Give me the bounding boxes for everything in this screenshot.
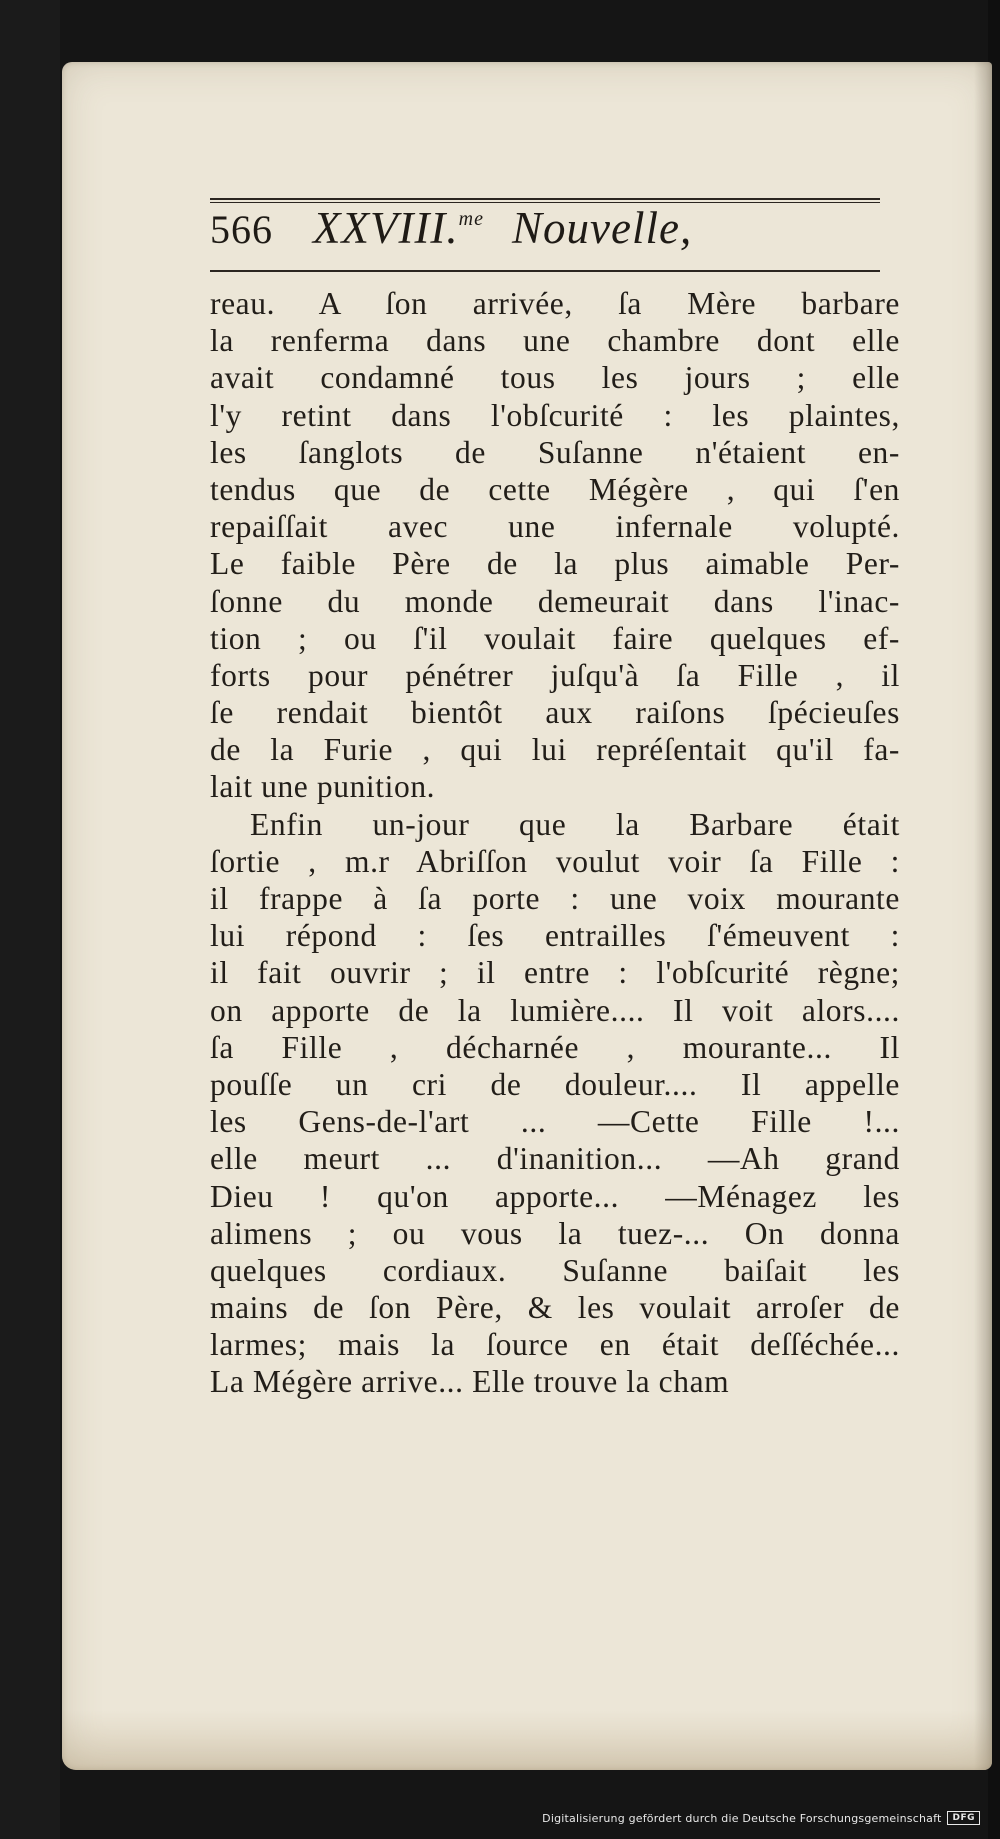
text-line: ſa Fille , décharnée , mourante... Il: [210, 1029, 900, 1065]
header-rule-top: [210, 198, 880, 200]
text-line: Le faible Père de la plus aimable Per-: [210, 546, 900, 582]
text-line: de la Furie , qui lui repréſentait qu'il fa-: [210, 732, 900, 768]
running-title: Nouvelle,: [512, 203, 693, 253]
text-line: les Gens-de-l'art ... —Cette Fille !...: [210, 1104, 900, 1140]
text-line: Dieu ! qu'on apporte... —Ménagez les: [210, 1178, 900, 1214]
text-line: tion ; ou ſ'il voulait faire quelques ef-: [210, 620, 900, 656]
header-rule-bottom: [210, 270, 880, 272]
text-line: mains de ſon Père, & les voulait arroſer de: [210, 1290, 900, 1326]
text-line: elle meurt ... d'inanition... —Ah grand: [210, 1141, 900, 1177]
text-line: reau. A ſon arrivée, ſa Mère barbare: [210, 286, 900, 321]
text-line: avait condamné tous les jours ; elle: [210, 360, 900, 396]
text-line: lait une punition.: [210, 769, 436, 805]
chapter-superscript: me: [458, 208, 484, 230]
text-line: ſortie , m.r Abriſſon voulut voir ſa Fille :: [210, 843, 900, 879]
text-line: larmes; mais la ſource en était deſſéchée...: [210, 1327, 900, 1363]
text-line: repaiſſait avec une infernale volupté.: [210, 509, 900, 545]
text-line: il fait ouvrir ; il entre : l'obſcurité règne;: [210, 955, 900, 991]
text-line: il frappe à ſa porte : une voix mourante: [210, 881, 900, 916]
credit-text: Digitalisierung gefördert durch die Deutsche Forschungsgemeinschaft: [542, 1811, 942, 1825]
text-line: les ſanglots de Suſanne n'étaient en-: [210, 434, 900, 470]
page-number: 566: [210, 207, 273, 252]
text-line: lui répond : ſes entrailles ſ'émeuvent :: [210, 918, 900, 954]
dfg-logo: DFG: [947, 1811, 980, 1825]
text-line: ſe rendait bientôt aux raiſons ſpécieuſes: [210, 695, 900, 731]
text-line: tendus que de cette Mégère , qui ſ'en: [210, 471, 900, 507]
text-line: on apporte de la lumière.... Il voit alors....: [210, 992, 900, 1028]
text-line: ſonne du monde demeurait dans l'inac-: [210, 583, 900, 619]
text-line: forts pour pénétrer juſqu'à ſa Fille , il: [210, 657, 900, 693]
text-line: Enfin un-jour que la Barbare était: [250, 806, 900, 842]
running-header: [210, 140, 890, 280]
text-line: la renferma dans une chambre dont elle: [210, 323, 900, 359]
page-gutter-shadow: [974, 62, 992, 1770]
text-line: La Mégère arrive... Elle trouve la cham: [210, 1364, 730, 1400]
body-text: [210, 285, 900, 1401]
scanner-backdrop-left: [0, 0, 60, 1839]
text-line: quelques cordiaux. Suſanne baiſait les: [210, 1252, 900, 1288]
chapter-number: [313, 202, 484, 254]
text-line: pouſſe un cri de douleur.... Il appelle: [210, 1066, 900, 1102]
digitization-credit: [542, 1811, 980, 1825]
text-line: l'y retint dans l'obſcurité : les plaintes,: [210, 397, 900, 433]
header-text: [210, 202, 890, 262]
text-line: alimens ; ou vous la tuez-... On donna: [210, 1215, 900, 1251]
chapter-numeral: XXVIII.: [313, 203, 459, 253]
